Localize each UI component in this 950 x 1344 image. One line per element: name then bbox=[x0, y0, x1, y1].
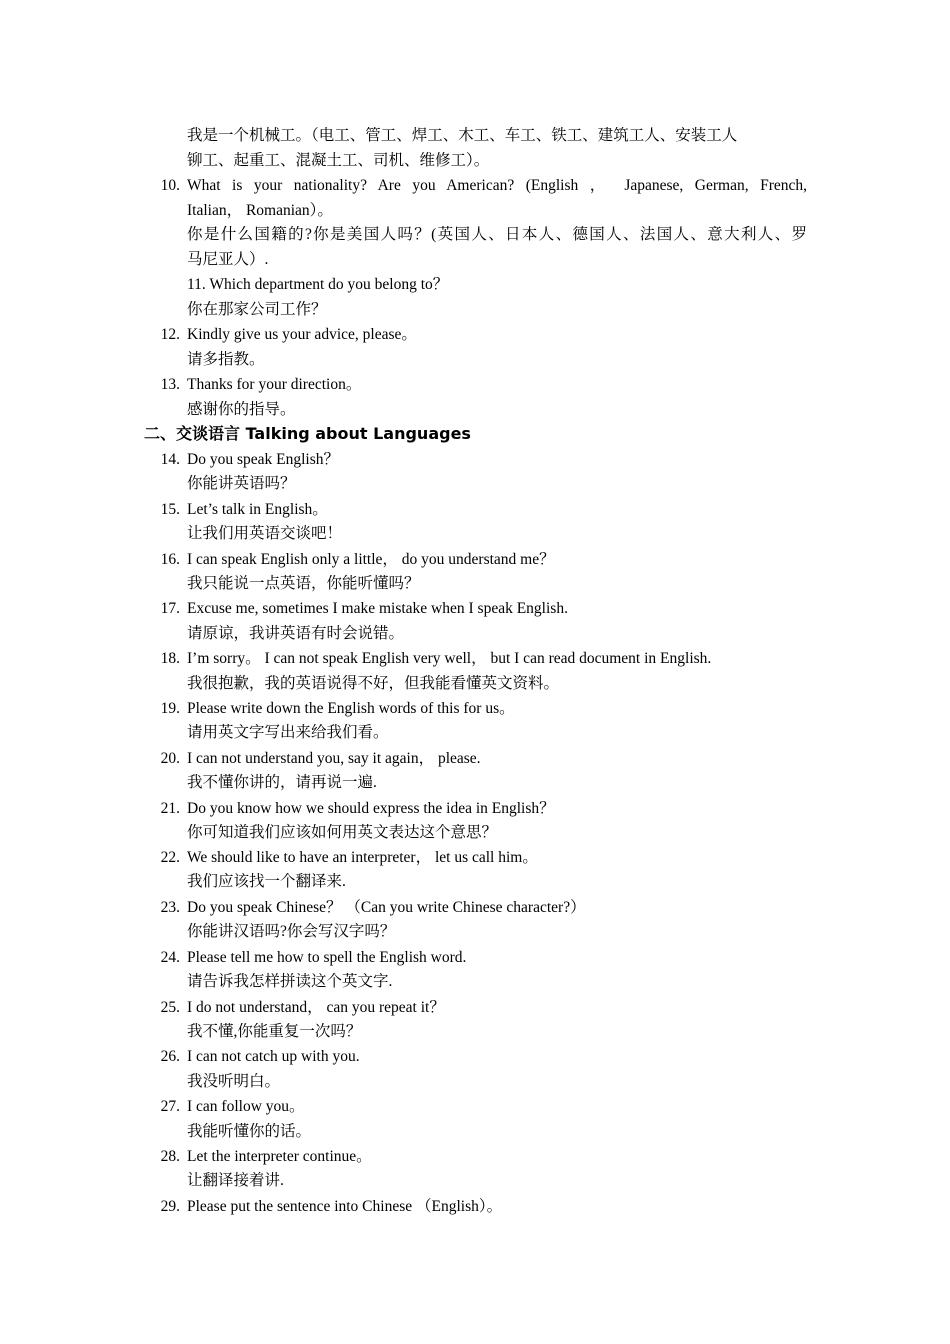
section-heading: 二、交谈语言 Talking about Languages bbox=[144, 424, 471, 443]
item-chinese: 让翻译接着讲. bbox=[187, 1172, 284, 1189]
item-chinese: 我不懂,你能重复一次吗？ bbox=[187, 1023, 362, 1040]
item-10-chinese-line-1: 你是什么国籍的?你是美国人吗？(英国人、日本人、德国人、法国人、意大利人、罗 bbox=[187, 226, 807, 243]
item-number: 14. bbox=[160, 451, 180, 468]
item-29-number: 29. bbox=[160, 1198, 180, 1215]
item-number: 18. bbox=[160, 650, 180, 667]
item-12-number: 12. bbox=[160, 326, 180, 343]
item-english: Do you speak Chinese？ （Can you write Chinese character?） bbox=[187, 899, 586, 916]
item-10-chinese-line-2: 马尼亚人）. bbox=[187, 251, 269, 268]
item-11-chinese: 你在那家公司工作？ bbox=[187, 301, 327, 318]
item-english: I do not understand， can you repeat it？ bbox=[187, 999, 445, 1016]
item-number: 25. bbox=[160, 999, 180, 1016]
item-english: Please write down the English words of this for us。 bbox=[187, 700, 515, 717]
item-english: I can not catch up with you. bbox=[187, 1048, 360, 1065]
intro-line-2: 铆工、起重工、混凝土工、司机、维修工）。 bbox=[187, 152, 490, 169]
item-english: I can not understand you, say it again， please. bbox=[187, 750, 481, 767]
item-number: 17. bbox=[160, 600, 180, 617]
item-english: Let’s talk in English。 bbox=[187, 501, 328, 518]
item-13-chinese: 感谢你的指导。 bbox=[187, 401, 296, 418]
item-chinese: 我不懂你讲的，请再说一遍. bbox=[187, 774, 377, 791]
item-chinese: 请原谅，我讲英语有时会说错。 bbox=[187, 625, 405, 642]
item-english: I can speak English only a little， do you understand me？ bbox=[187, 551, 555, 568]
item-english: I’m sorry。 I can not speak English very well， but I can read document in English. bbox=[187, 650, 712, 667]
item-chinese: 我们应该找一个翻译来. bbox=[187, 873, 346, 890]
item-11-english: 11. Which department do you belong to？ bbox=[187, 276, 449, 293]
item-english: Please tell me how to spell the English word. bbox=[187, 949, 467, 966]
item-english: Do you speak English？ bbox=[187, 451, 339, 468]
item-chinese: 请告诉我怎样拼读这个英文字. bbox=[187, 973, 393, 990]
item-english: Excuse me, sometimes I make mistake when I speak English. bbox=[187, 600, 568, 617]
item-english: I can follow you。 bbox=[187, 1098, 305, 1115]
intro-line-1: 我是一个机械工。（电工、管工、焊工、木工、车工、铁工、建筑工人、安装工人 bbox=[187, 127, 738, 144]
item-chinese: 你能讲英语吗？ bbox=[187, 475, 296, 492]
item-english: Let the interpreter continue。 bbox=[187, 1148, 372, 1165]
item-number: 19. bbox=[160, 700, 180, 717]
item-english: We should like to have an interpreter， let us call him。 bbox=[187, 849, 538, 866]
item-10-number: 10. bbox=[160, 177, 180, 194]
item-number: 27. bbox=[160, 1098, 180, 1115]
item-number: 26. bbox=[160, 1048, 180, 1065]
item-chinese: 我很抱歉，我的英语说得不好，但我能看懂英文资料。 bbox=[187, 675, 560, 692]
item-chinese: 请用英文字写出来给我们看。 bbox=[187, 724, 389, 741]
item-chinese: 你能讲汉语吗?你会写汉字吗？ bbox=[187, 923, 396, 940]
item-10-english-line-1: What is your nationality? Are you American? (English ， Japanese, German, French, bbox=[187, 177, 807, 194]
item-29-english: Please put the sentence into Chinese （English）。 bbox=[187, 1198, 503, 1215]
item-number: 21. bbox=[160, 800, 180, 817]
item-chinese: 我能听懂你的话。 bbox=[187, 1123, 312, 1140]
item-12-chinese: 请多指教。 bbox=[187, 351, 265, 368]
item-number: 22. bbox=[160, 849, 180, 866]
item-13-english: Thanks for your direction。 bbox=[187, 376, 362, 393]
item-13-number: 13. bbox=[160, 376, 180, 393]
item-number: 23. bbox=[160, 899, 180, 916]
item-number: 28. bbox=[160, 1148, 180, 1165]
item-12-english: Kindly give us your advice, please。 bbox=[187, 326, 417, 343]
item-chinese: 我没听明白。 bbox=[187, 1073, 281, 1090]
item-number: 15. bbox=[160, 501, 180, 518]
item-number: 24. bbox=[160, 949, 180, 966]
item-english: Do you know how we should express the idea in English？ bbox=[187, 800, 555, 817]
item-chinese: 我只能说一点英语，你能听懂吗？ bbox=[187, 575, 420, 592]
item-10-english-line-2: Italian， Romanian）。 bbox=[187, 202, 333, 219]
item-chinese: 让我们用英语交谈吧！ bbox=[187, 525, 343, 542]
item-number: 16. bbox=[160, 551, 180, 568]
item-number: 20. bbox=[160, 750, 180, 767]
item-chinese: 你可知道我们应该如何用英文表达这个意思？ bbox=[187, 824, 498, 841]
